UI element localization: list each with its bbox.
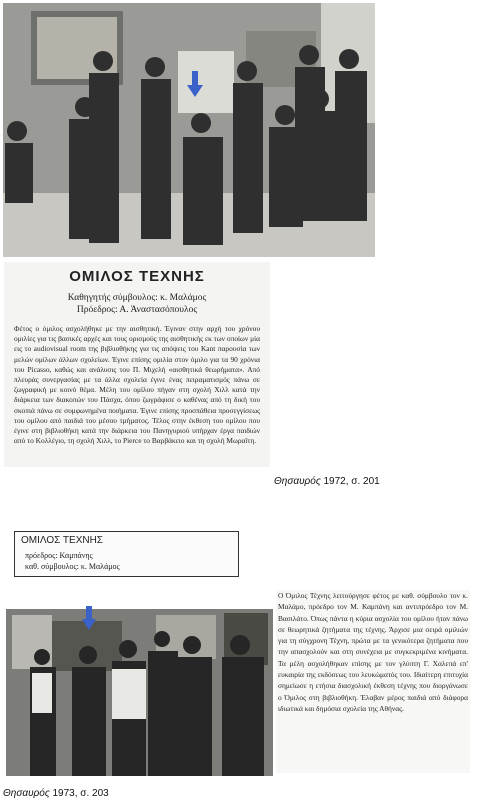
- clipping-1972: [4, 262, 270, 467]
- clipping-1973-body: Ο Όμιλος Τέχνης λειτούργησε φέτος με καθ. σύμβουλο τον κ. Μαλάμο, πρόεδρο τον Μ. Καμπάνη και αντιπρόεδρο τον Μ. Βασιλάτο. Όπως πάντα η κύρια ασχολία του ομίλου ήταν πάνω σε θεωρητικά ζητήματα της τέχνης. Άρχισε μια σειρά ομιλιών για τη σύγχρονη Τέχνη, πρώτα με τα γενικότερα ζητήματα που την απασχολούν και στη συνέχεια με συγκεκριμένα κινήματα. Τα μέλη ασχολήθηκαν επίσης με τον γλύπτη Γ. Χαλεπά επ' ευκαιρία της εκδόσεως του λευκώματός του. Ιδιαίτερη επιτυχία σημείωσε η ετήσια διασχολική έκθεση τέχνης που διοργάνωσε ο Όμιλος στη βιβλιοθήκη. Έλαβαν μέρος παιδιά από διάφορα ιδιωτικά και δημόσια σχολεία της Αθήνας.: [276, 590, 470, 773]
- caption-1973-detail: 1973, σ. 203: [49, 788, 109, 799]
- group-photo-1973-image: [6, 609, 273, 776]
- caption-1973: [3, 788, 109, 799]
- clipping-1973-advisor: καθ. σύμβουλος: κ. Μαλάμος: [25, 562, 120, 571]
- highlight-arrow-icon: [187, 71, 203, 97]
- clipping-1973-header-box: [14, 531, 239, 577]
- clipping-1972-body: Φέτος ο όμιλος ασχολήθηκε με την αισθητική. Έγιναν στην αρχή του χρόνου ομιλίες για τις βασικές αρχές και τους ορισμούς της αισθητικής εκ των οποίων μία εις το audiovisual room της βιβλιοθήκης για τις απόψεις του Kant παρουσία των μελών ομίλων άλλων σχολείων. Έγινε επίσης ομιλία στον όμιλο για τα 90 χρόνια του Picasso, καθώς και ανάλυσις του Π. Μιχελή «αισθητικά θεωρήματα». Από πλευράς συνεργασίας με τα άλλα σχολεία έγινε ένας πειραματισμός πάνω σε ζωγραφική με κοινό θέμα. Μέλη του ομίλου πήγαν στη σχολή Χιλλ κατά την διάρκεια των διακοπών του Πάσχα, όπου ζωγράφισε ο καθένας από τη δική του σκοπιά πάνω σε συμφωνημένα ποιήματα. Έγινε επίσης προσπάθεια προσεγγίσεως του ομίλου από παιδιά του μέσου τμήματος. Τέλος στην έκθεση του ομίλου που έγινε στη βιβλιοθήκη κατά την διάρκεια του Πανηγυριού υπήρχαν έργα παιδιών από το Κολλέγιο, τη σχολή Χιλλ, το Pierce το Βαρβάκειο και τη σχολή Μωραΐτη.: [14, 324, 260, 446]
- clipping-1973-title: ΟΜΙΛΟΣ ΤΕΧΝΗΣ: [21, 535, 103, 546]
- caption-1973-source: Θησαυρός: [3, 788, 50, 799]
- clipping-1972-advisor: Καθηγητής σύμβουλος: κ. Μαλάμος: [67, 293, 207, 303]
- group-photo-1972: [3, 3, 375, 257]
- group-photo-1972-image: [3, 3, 375, 257]
- clipping-1972-president: Πρόεδρος: Α. Άναστασόπουλος: [76, 305, 198, 315]
- group-photo-1973: [6, 609, 273, 776]
- clipping-1972-title: ΟΜΙΛΟΣ ΤΕΧΝΗΣ: [69, 268, 205, 285]
- caption-1972: [274, 476, 380, 487]
- highlight-arrow-icon-1973: [82, 606, 96, 630]
- caption-1972-detail: 1972, σ. 201: [320, 476, 380, 487]
- caption-1972-source: Θησαυρός: [274, 476, 321, 487]
- clipping-1973-president: πρόεδρος: Καμπάνης: [25, 551, 93, 560]
